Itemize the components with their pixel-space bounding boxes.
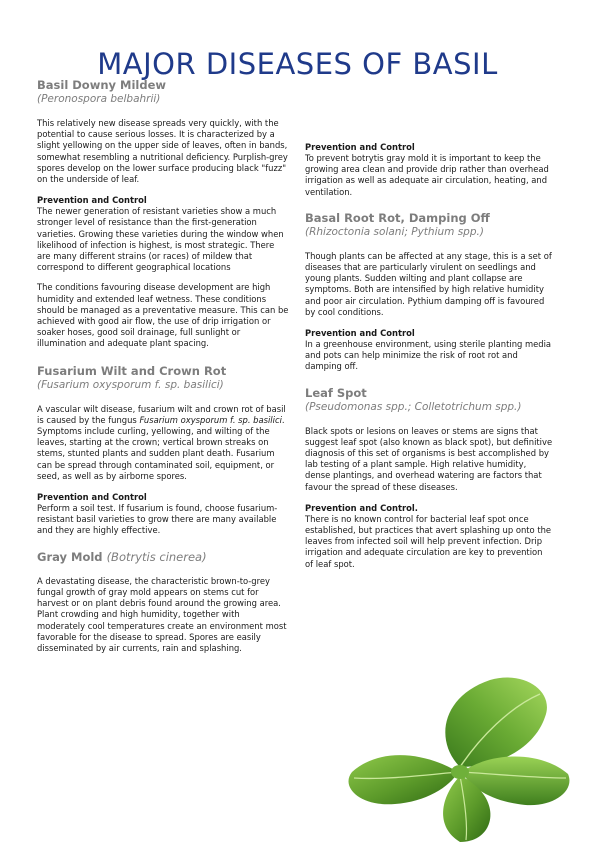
paragraph-downy-mildew-description: This relatively new disease spreads very quickly, with the potential to cause serious losses. It is characterized by a slight yellowing on the upper side of leaves, often in bands, somewhat resembling a nutritional deficiency. Purplish-grey spores develop on the lower surface producing black "fuzz" on the underside of leaf. [37, 118, 288, 185]
subheading-fusarium-control: Prevention and Control [37, 492, 147, 503]
paragraph-leaf-spot-description: Black spots or lesions on leaves or stems are signs that suggest leaf spot (also known as black spot), but definitive diagnosis of this set of organisms is best accomplished by lab testing of a plant sample. High relative humidity, dense plantings, and overhead watering are factors that favour the spread of these diseases. [305, 425, 553, 492]
paragraph-fusarium-control: Perform a soil test. If fusarium is found, choose fusarium-resistant basil varieties to grow there are many available and they are highly effective. [37, 503, 278, 536]
latin-name-leaf-spot: (Pseudomonas spp.; Colletotrichum spp.) [305, 400, 522, 413]
section-title-fusarium: Fusarium Wilt and Crown Rot [37, 363, 227, 378]
paragraph-downy-mildew-control: The newer generation of resistant varieties show a much stronger level of resistance than the first-generation varieties. Growing these varieties during the window when likelihood of infection is highest, is most strategic. There are many different strains (or races) of mildew that correspond to different geographical locations [37, 206, 284, 273]
paragraph-gray-mold-control: To prevent botrytis gray mold it is important to keep the growing area clean and provide drip rather than overhead irrigation as well as adequate air circulation, heating, and ventilation. [305, 153, 549, 197]
section-title-leaf-spot: Leaf Spot [305, 385, 367, 400]
latin-name-fusarium: (Fusarium oxysporum f. sp. basilici) [37, 378, 224, 391]
section-leaf-spot [305, 386, 553, 570]
paragraph-root-rot-description: Though plants can be affected at any stage, this is a set of diseases that are particularly virulent on seedlings and young plants. Sudden wilting and plant collapse are symptoms. Both are intensified by high relative humidity and poor air circulation. Pythium damping off is favoured by cool conditions. [305, 250, 552, 317]
section-downy-mildew [37, 78, 289, 350]
basil-leaves-illustration [340, 672, 576, 842]
subheading-leaf-spot-control: Prevention and Control. [305, 502, 418, 513]
section-root-rot [305, 211, 553, 373]
subheading-downy-mildew-control: Prevention and Control [37, 195, 147, 206]
leaf-left [349, 755, 458, 804]
leaf-top [445, 678, 547, 767]
subheading-root-rot-control: Prevention and Control [305, 328, 415, 339]
paragraph-fusarium-description [37, 404, 289, 482]
latin-name-root-rot: (Rhizoctonia solani; Pythium spp.) [305, 225, 484, 238]
latin-name-gray-mold: (Botrytis cinerea) [106, 549, 207, 564]
fusarium-description-end: . Symptoms include curling, yellowing, and wilting of the leaves, starting at the crown; vertical brown streaks on stems, stunted plants and sudden plant death. Fusarium can be spread through contaminated soil, equipment, or seed, as well as by airborne spores. [37, 414, 285, 481]
latin-name-downy-mildew: (Peronospora belbahrii) [37, 93, 161, 105]
section-title-downy-mildew: Basil Downy Mildew [37, 78, 166, 92]
fusarium-description-start: A vascular wilt disease, fusarium wilt and crown rot of basil is caused by the fungus [37, 403, 286, 425]
page-title: MAJOR DISEASES OF BASIL [97, 47, 498, 82]
paragraph-leaf-spot-control: There is no known control for bacterial leaf spot once established, but practices that avert splashing up onto the leaves from infected soil will help prevent infection. Drip irrigation and adequate circulation are key to prevention of leaf spot. [305, 513, 552, 569]
fusarium-description-latin: Fusarium oxysporum f. sp. basilici [139, 414, 282, 425]
section-gray-mold [37, 550, 289, 654]
paragraph-downy-mildew-conditions: The conditions favouring disease development are high humidity and extended leaf wetness. These conditions should be managed as a preventative measure. This can be achieved with good air flow, the use of drip irrigation or soaker hoses, good soil drainage, full sunlight or illumination and adequate plant spacing. [37, 282, 289, 349]
paragraph-gray-mold-description: A devastating disease, the characteristic brown-to-grey fungal growth of gray mold appears on stems cut for harvest or on plant debris found around the growing area. Plant crowding and high humidity, together with moderately cool temperatures create an environment most favorable for the disease to spread. Spores are easily disseminated by air currents, rain and splashing. [37, 575, 287, 653]
right-column [305, 60, 553, 570]
left-column [37, 78, 289, 654]
section-title-root-rot: Basal Root Rot, Damping Off [305, 210, 490, 225]
paragraph-root-rot-control: In a greenhouse environment, using sterile planting media and pots can help minimize the risk of root rot and damping off. [305, 339, 552, 372]
gray-mold-title-text: Gray Mold [37, 549, 103, 564]
section-title-gray-mold [37, 550, 289, 564]
section-fusarium [37, 364, 289, 537]
subheading-gray-mold-control: Prevention and Control [305, 142, 415, 152]
